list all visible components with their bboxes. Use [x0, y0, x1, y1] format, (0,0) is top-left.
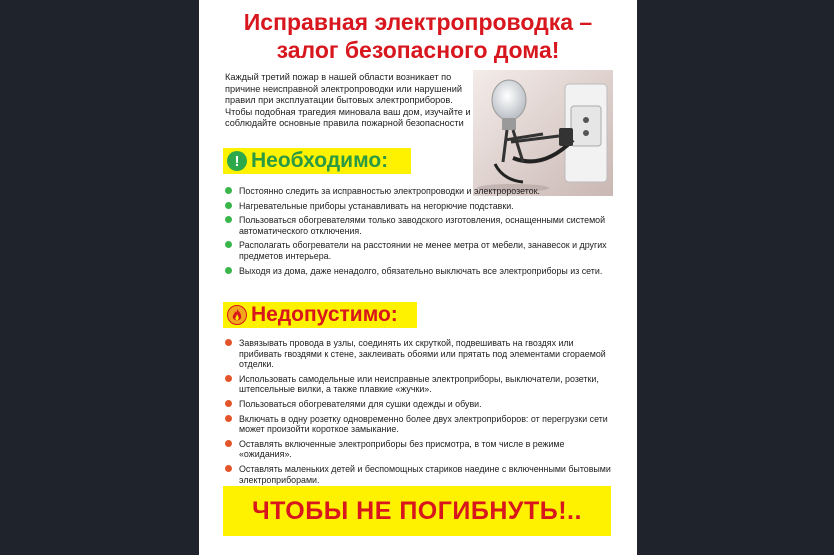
call-to-action-text: ЧТОБЫ НЕ ПОГИБНУТЬ!.. [252, 496, 582, 525]
bullet-icon [225, 400, 232, 407]
title-line-2: залог безопасного дома! [276, 37, 560, 63]
poster-title [199, 8, 637, 64]
bullet-icon [225, 267, 232, 274]
necessary-list [225, 186, 615, 280]
forbidden-list [225, 338, 615, 489]
fire-icon [227, 305, 247, 325]
bullet-icon [225, 415, 232, 422]
title-line-1: Исправная электропроводка – [243, 9, 593, 35]
list-item: Выходя из дома, даже ненадолго, обязательно выключать все электроприборы из сети. [225, 266, 615, 277]
bullet-icon [225, 339, 232, 346]
list-item: Постоянно следить за исправностью электропроводки и электророзеток. [225, 186, 615, 197]
lightbulb-socket-illustration [473, 70, 613, 196]
list-item: Располагать обогреватели на расстоянии не менее метра от мебели, занавесок и других предметов интерьера. [225, 240, 615, 261]
bullet-icon [225, 465, 232, 472]
call-to-action-banner [223, 486, 611, 536]
forbidden-heading: Недопустимо: [251, 303, 398, 326]
bullet-icon [225, 187, 232, 194]
necessary-heading-band [223, 148, 411, 174]
list-item: Нагревательные приборы устанавливать на негорючие подставки. [225, 201, 615, 212]
necessary-heading: Необходимо: [251, 149, 389, 172]
list-item: Включать в одну розетку одновременно более двух электроприборов: от перегрузки сети может произойти короткое замыкание. [225, 414, 615, 435]
list-item: Оставлять маленьких детей и беспомощных стариков наедине с включенными бытовыми электроприборами. [225, 464, 615, 485]
forbidden-heading-band [223, 302, 417, 328]
bullet-icon [225, 375, 232, 382]
list-item: Пользоваться обогревателями для сушки одежды и обуви. [225, 399, 615, 410]
list-item: Оставлять включенные электроприборы без присмотра, в том числе в режиме «ожидания». [225, 439, 615, 460]
safety-poster [199, 0, 637, 555]
bullet-icon [225, 440, 232, 447]
intro-text: Каждый третий пожар в нашей области возникает по причине неисправной электропроводки или нарушений правил при эксплуатации бытовых электроприборов. Чтобы подобная трагедия миновала ваш дом, изучайте и соблюдайте основные правила пожарной безопасности [225, 72, 471, 129]
bullet-icon [225, 202, 232, 209]
list-item: Завязывать провода в узлы, соединять их скруткой, подвешивать на гвоздях или прибивать гвоздями к стене, заклеивать обоями или прятать под элементами сгораемой отделки. [225, 338, 615, 370]
bullet-icon [225, 241, 232, 248]
list-item: Использовать самодельные или неисправные электроприборы, выключатели, розетки, штепсельные вилки, а также плавкие «жучки». [225, 374, 615, 395]
exclamation-icon: ! [227, 151, 247, 171]
list-item: Пользоваться обогревателями только заводского изготовления, оснащенными системой автоматического отключения. [225, 215, 615, 236]
bullet-icon [225, 216, 232, 223]
